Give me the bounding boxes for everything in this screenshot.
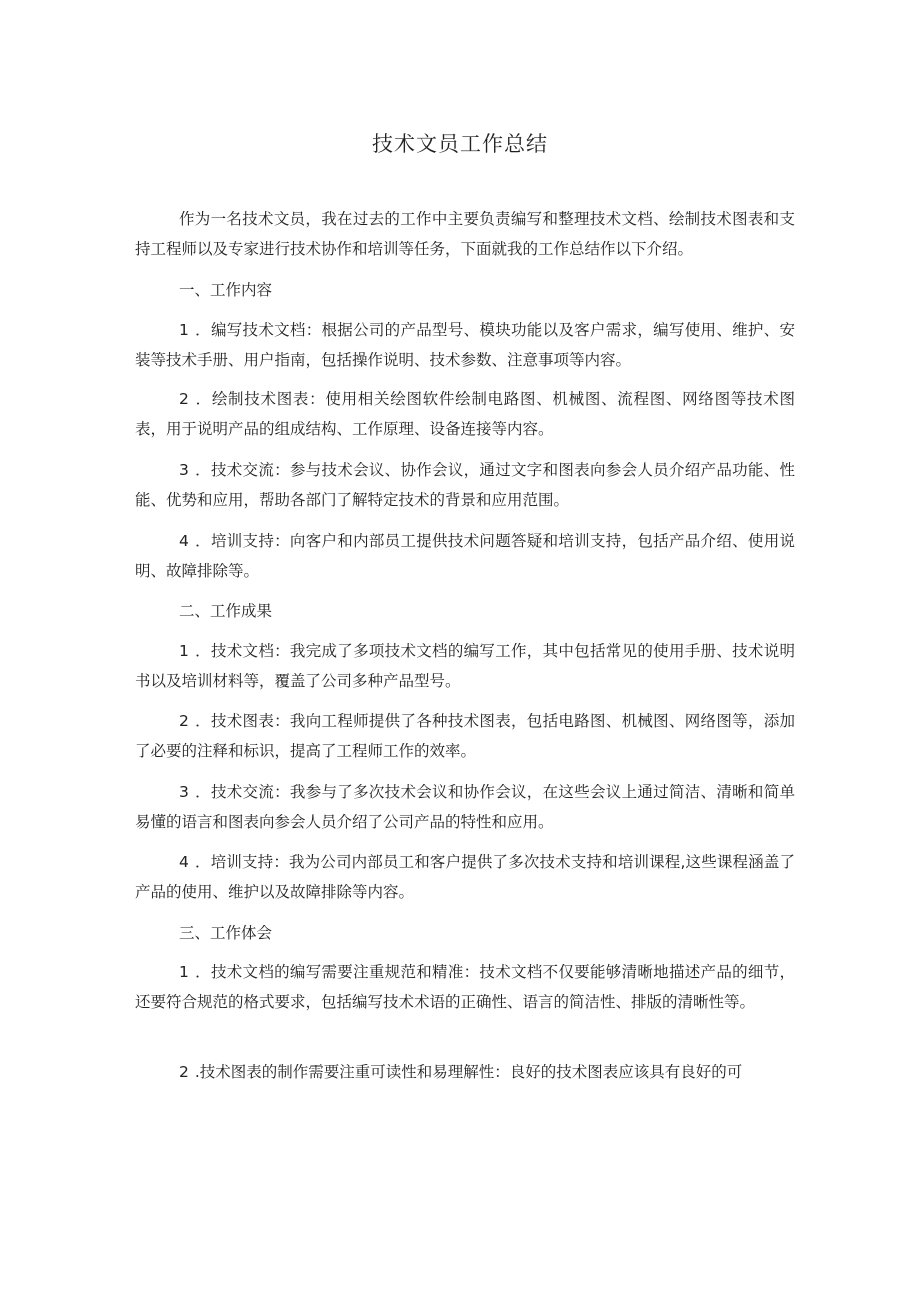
list-item (135, 455, 795, 515)
item-number: 1 (179, 963, 189, 981)
section-heading-work-insights: 三、工作体会 (179, 924, 273, 942)
list-item (135, 706, 795, 766)
item-text: ．技术文档的编写需要注重规范和精准：技术文档不仅要能够清晰地描述产品的细节，还要符合规范的格式要求，包括编写技术术语的正确性、语言的简洁性、排版的清晰性等。 (135, 963, 795, 1011)
document-title: 技术文员工作总结 (372, 132, 548, 156)
item-text: .技术图表的制作需要注重可读性和易理解性：良好的技术图表应该具有良好的可 (194, 1063, 743, 1081)
intro-paragraph: 作为一名技术文员，我在过去的工作中主要负责编写和整理技术文档、绘制技术图表和支持工程师以及专家进行技术协作和培训等任务，下面就我的工作总结作以下介绍。 (135, 210, 795, 258)
item-text: ．编写技术文档：根据公司的产品型号、模块功能以及客户需求，编写使用、维护、安装等技术手册、用户指南，包括操作说明、技术参数、注意事项等内容。 (135, 321, 795, 369)
section-heading-work-results: 二、工作成果 (179, 602, 273, 620)
list-item (135, 636, 795, 696)
item-number: 3 (179, 461, 189, 479)
list-item (135, 526, 795, 586)
list-item (135, 777, 795, 837)
item-number: 1 (179, 321, 189, 339)
item-number: 4 (179, 853, 189, 871)
item-text: ．技术交流：我参与了多次技术会议和协作会议，在这些会议上通过简洁、清晰和简单易懂的语言和图表向参会人员介绍了公司产品的特性和应用。 (135, 783, 795, 831)
list-item (135, 384, 795, 444)
list-item (135, 847, 795, 907)
item-text: ．技术图表：我向工程师提供了各种技术图表，包括电路图、机械图、网络图等，添加了必要的注释和标识，提高了工程师工作的效率。 (135, 712, 795, 760)
item-text: ．技术交流：参与技术会议、协作会议，通过文字和图表向参会人员介绍产品功能、性能、优势和应用，帮助各部门了解特定技术的背景和应用范围。 (135, 461, 795, 509)
list-item (135, 957, 795, 1017)
item-text: ．技术文档：我完成了多项技术文档的编写工作，其中包括常见的使用手册、技术说明书以及培训材料等，覆盖了公司多种产品型号。 (135, 642, 795, 690)
item-text: ．培训支持：向客户和内部员工提供技术问题答疑和培训支持，包括产品介绍、使用说明、故障排除等。 (135, 532, 795, 580)
item-number: 3 (179, 783, 189, 801)
list-item (135, 1057, 795, 1087)
item-number: 2 (179, 712, 189, 730)
section-heading-work-content: 一、工作内容 (179, 281, 273, 299)
item-number: 1 (179, 642, 189, 660)
list-item (135, 315, 795, 375)
item-number: 4 (179, 532, 189, 550)
item-text: ．绘制技术图表：使用相关绘图软件绘制电路图、机械图、流程图、网络图等技术图表，用于说明产品的组成结构、工作原理、设备连接等内容。 (135, 390, 795, 438)
item-text: ．培训支持：我为公司内部员工和客户提供了多次技术支持和培训课程,这些课程涵盖了产品的使用、维护以及故障排除等内容。 (135, 853, 795, 901)
item-number: 2 (179, 390, 189, 408)
item-number: 2 (179, 1063, 189, 1081)
